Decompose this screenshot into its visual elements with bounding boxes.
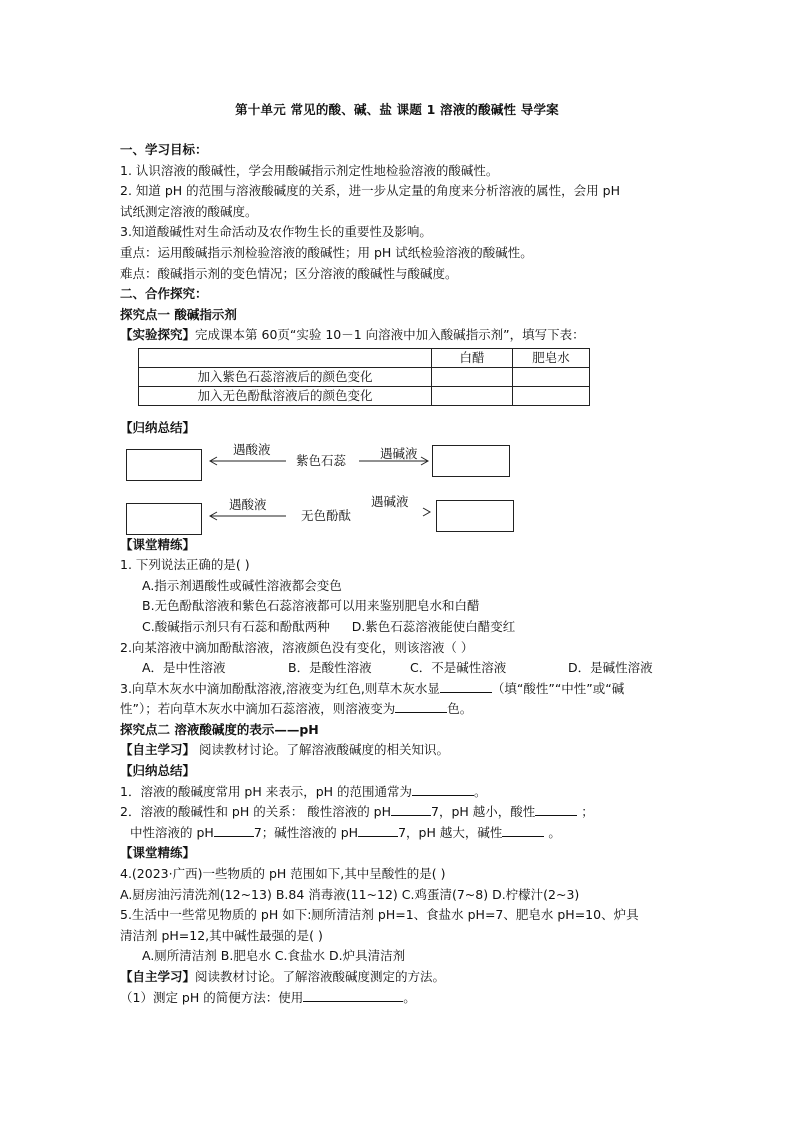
- question-3-line-1: [120, 679, 680, 700]
- table-cell[interactable]: [432, 386, 513, 405]
- table-header-cell: 白醋: [432, 348, 513, 367]
- table-header-row: [139, 348, 590, 367]
- point-1-heading: 探究点一 酸碱指示剂: [120, 306, 237, 322]
- answer-box-phenol-acid[interactable]: [126, 503, 202, 535]
- question-1-option-c: C.酸碱指示剂只有石蕊和酚酞两种: [142, 618, 330, 634]
- question-2-option-a: A．是中性溶液: [142, 660, 226, 676]
- label-acid-2: 遇酸液: [229, 496, 267, 512]
- question-3-text-3: 性”）；若向草木灰水中滴加石蕊溶液，则溶液变为: [120, 701, 396, 717]
- summary-1-text: 1．溶液的酸碱度常用 pH 来表示，pH 的范围通常为: [120, 783, 413, 799]
- question-3-text-4: 色。: [447, 701, 473, 717]
- summary-tag-1: 【归纳总结】: [120, 419, 196, 435]
- section-goals-heading: 一、学习目标：: [120, 142, 208, 157]
- answer-blank-base-ph[interactable]: [358, 823, 398, 837]
- practice-tag-1: 【课堂精练】: [120, 536, 196, 552]
- self-study-tag-2: 【自主学习】: [120, 969, 196, 984]
- question-2-option-d: D．是碱性溶液: [568, 660, 653, 676]
- worksheet-content: [120, 140, 680, 1008]
- section-explore-heading: 二、合作探究：: [120, 286, 208, 302]
- goal-3: 3.知道酸碱性对生命活动及农作物生长的重要性及影响。: [120, 224, 432, 240]
- question-5-line-1: 5.生活中一些常见物质的 pH 如下:厕所清洁剂 pH=1、食盐水 pH=7、肥皂水 pH=10、炉具: [120, 907, 639, 923]
- self-study-1: [120, 740, 680, 761]
- summary-1-end: 。: [474, 783, 487, 799]
- page-title: 第十单元 常见的酸、碱、盐 课题 1 溶液的酸碱性 导学案: [235, 102, 559, 117]
- question-1-option-a: A.指示剂遇酸性或碱性溶液都会变色: [142, 577, 342, 593]
- question-4: 4.(2023·广西)一些物质的 pH 范围如下,其中呈酸性的是( ): [120, 866, 446, 882]
- answer-box-litmus-acid[interactable]: [126, 449, 202, 481]
- label-base-2: 遇碱液: [371, 493, 409, 509]
- self-study-2: [120, 967, 680, 988]
- method-1: [120, 988, 680, 1009]
- table-cell[interactable]: [432, 367, 513, 386]
- answer-blank-acid-ph[interactable]: [391, 802, 431, 816]
- answer-blank-method[interactable]: [303, 988, 403, 1002]
- table-row: [139, 386, 590, 405]
- key-points: 重点：运用酸碱指示剂检验溶液的酸碱性；用 pH 试纸检验溶液的酸碱性。: [120, 244, 533, 260]
- experiment-text: 完成课本第 60页“实验 10－1 向溶液中加入酸碱指示剂”，填写下表：: [195, 327, 585, 343]
- label-acid-1: 遇酸液: [233, 441, 271, 457]
- indicator-diagram: [120, 439, 680, 535]
- answer-blank-alkalinity[interactable]: [502, 823, 544, 837]
- answer-blank-q3-1[interactable]: [440, 679, 492, 693]
- question-5-line-2: 清洁剂 pH=12,其中碱性最强的是( ): [120, 927, 323, 943]
- practice-tag-2: 【课堂精练】: [120, 845, 196, 861]
- question-4-options: A.厨房油污清洗剂(12~13) B.84 消毒液(11~12) C.鸡蛋清(7~8) D.柠檬汁(2~3): [120, 886, 580, 902]
- summary-3-text-d: 。: [544, 824, 561, 840]
- method-1-text: （1）测定 pH 的简便方法：使用: [120, 989, 304, 1005]
- question-1-option-b: B.无色酚酞溶液和紫色石蕊溶液都可以用来鉴别肥皂水和白醋: [142, 598, 480, 614]
- table-header-cell: 肥皂水: [513, 348, 590, 367]
- table-cell: 加入无色酚酞溶液后的颜色变化: [139, 386, 432, 405]
- answer-blank-acidity[interactable]: [535, 802, 577, 816]
- table-cell[interactable]: [513, 386, 590, 405]
- goal-1: 1. 认识溶液的酸碱性，学会用酸碱指示剂定性地检验溶液的酸碱性。: [120, 162, 499, 178]
- question-2-option-c: C．不是碱性溶液: [410, 660, 507, 676]
- table-header-cell: [139, 348, 432, 367]
- answer-box-phenol-base[interactable]: [436, 500, 514, 532]
- question-3-line-2: [120, 699, 680, 720]
- answer-blank-q3-2[interactable]: [395, 699, 447, 713]
- label-litmus: 紫色石蕊: [296, 452, 347, 468]
- question-1-option-cd: [120, 617, 680, 638]
- self-study-text: 阅读教材讨论。了解溶液酸碱度的相关知识。: [195, 742, 449, 758]
- table-cell[interactable]: [513, 367, 590, 386]
- summary-tag-2: 【归纳总结】: [120, 763, 196, 779]
- answer-blank-ph-range[interactable]: [412, 782, 474, 796]
- answer-blank-neutral-ph[interactable]: [214, 823, 254, 837]
- table-cell: 加入紫色石蕊溶液后的颜色变化: [139, 367, 432, 386]
- summary-item-1: [120, 782, 680, 803]
- label-base-1: 遇碱液: [380, 445, 418, 461]
- experiment-table: [138, 348, 590, 406]
- question-1-option-d: D.紫色石蕊溶液能使白醋变红: [351, 618, 516, 634]
- question-2-options: [120, 658, 680, 679]
- question-1: 1. 下列说法正确的是( ): [120, 557, 250, 573]
- experiment-tag: 【实验探究】: [120, 327, 196, 343]
- question-3-text-1: 3.向草木灰水中滴加酚酞溶液,溶液变为红色,则草木灰水显: [120, 680, 440, 696]
- question-2-option-b: B．是酸性溶液: [288, 660, 372, 676]
- summary-3-text-a: 中性溶液的 pH: [130, 824, 214, 840]
- label-phenolphthalein: 无色酚酞: [301, 507, 352, 523]
- table-row: [139, 367, 590, 386]
- summary-2-text-b: 7，pH 越小，酸性: [431, 804, 536, 820]
- question-5-options: A.厕所清洁剂 B.肥皂水 C.食盐水 D.炉具清洁剂: [142, 948, 406, 964]
- point-2-heading: 探究点二 溶液酸碱度的表示——pH: [120, 721, 319, 737]
- answer-box-litmus-base[interactable]: [432, 445, 510, 477]
- summary-2-text-a: 2．溶液的酸碱性和 pH 的关系： 酸性溶液的 pH: [120, 804, 392, 820]
- experiment-instruction: [120, 325, 680, 346]
- summary-item-2: [120, 802, 680, 823]
- summary-2-text-c: ；: [577, 804, 594, 820]
- method-1-end: 。: [403, 989, 416, 1005]
- question-2: 2.向某溶液中滴加酚酞溶液，溶液颜色没有变化，则该溶液（ ）: [120, 639, 474, 655]
- goal-2-line-2: 试纸测定溶液的酸碱度。: [120, 203, 258, 219]
- self-study-tag: 【自主学习】: [120, 742, 196, 758]
- question-3-text-2: （填“酸性”“中性”或“碱: [491, 680, 625, 696]
- arrowhead-base-phenol: [423, 508, 430, 516]
- self-study-text-2: 阅读教材讨论。了解溶液酸碱度测定的方法。: [195, 969, 446, 984]
- difficult-points: 难点：酸碱指示剂的变色情况；区分溶液的酸碱性与酸碱度。: [120, 265, 458, 281]
- goal-2-line-1: 2. 知道 pH 的范围与溶液酸碱度的关系，进一步从定量的角度来分析溶液的属性，会用 pH: [120, 183, 620, 199]
- summary-3-text-c: 7，pH 越大，碱性: [398, 824, 503, 840]
- summary-item-3: [120, 823, 680, 844]
- summary-3-text-b: 7；碱性溶液的 pH: [253, 824, 359, 840]
